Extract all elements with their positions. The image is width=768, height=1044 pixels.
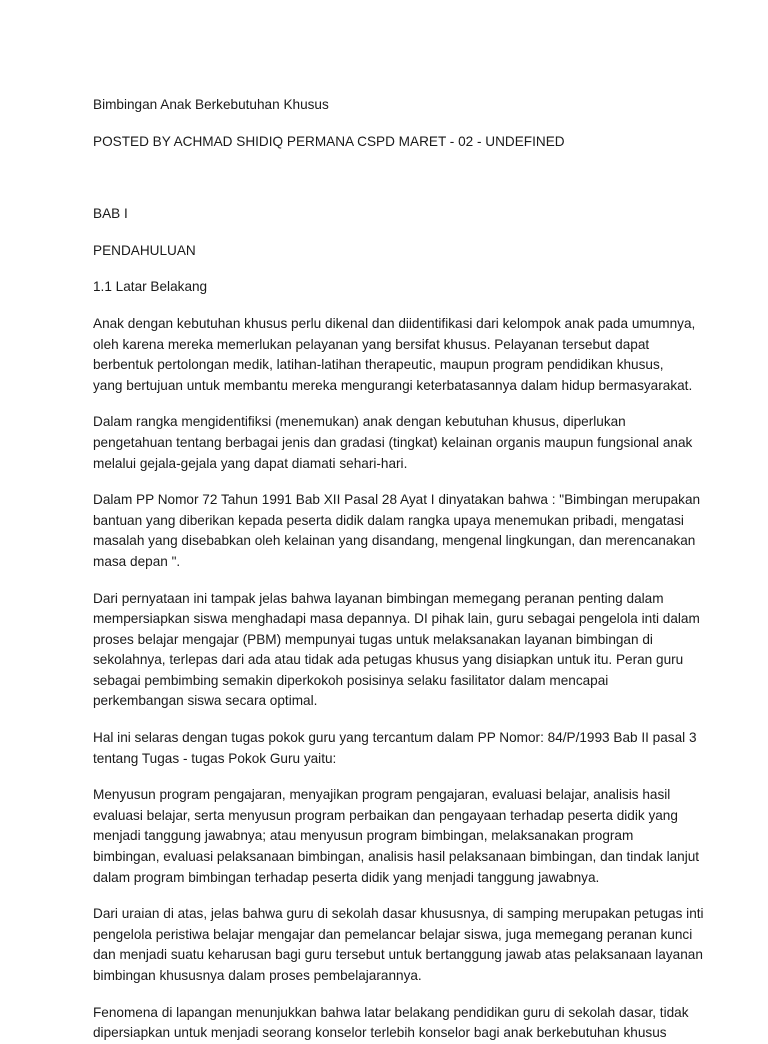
paragraph-line: Dalam rangka mengidentifiksi (menemukan) anak dengan kebutuhan khusus, diperlukan <box>93 414 626 430</box>
paragraph <box>93 412 708 474</box>
paragraph-line: tentang Tugas - tugas Pokok Guru yaitu: <box>93 750 337 766</box>
paragraph-line: bantuan yang diberikan kepada peserta didik dalam rangka upaya menemukan pribadi, mengatasi <box>93 512 684 528</box>
paragraph-line: pengetahuan tentang berbagai jenis dan gradasi (tingkat) kelainan organis maupun fungsional anak <box>93 434 693 450</box>
paragraph-line: pengelola peristiwa belajar mengajar dan pemelancar belajar siswa, juga memegang peranan kunci <box>93 926 693 942</box>
paragraph-line: Dalam PP Nomor 72 Tahun 1991 Bab XII Pasal 28 Ayat I dinyatakan bahwa : "Bimbingan merupakan <box>93 492 701 508</box>
paragraph-line: masalah yang disebabkan oleh kelainan yang disandang, mengenal lingkungan, dan merencanakan <box>93 533 696 549</box>
paragraph <box>93 589 708 713</box>
paragraph-line: evaluasi belajar, serta menyusun program perbaikan dan pengayaan terhadap peserta didik yang <box>93 807 678 823</box>
paragraph <box>93 490 708 572</box>
paragraph-line: dan menjadi suatu keharusan bagi guru tersebut untuk bertanggung jawab atas pelaksanaan layanan <box>93 947 703 963</box>
section-heading: 1.1 Latar Belakang <box>93 279 208 295</box>
paragraph-line: Hal ini selaras dengan tugas pokok guru yang tercantum dalam PP Nomor: 84/P/1993 Bab II pasal 3 <box>93 730 697 746</box>
paragraph-line: dipersiapkan untuk menjadi seorang konselor terlebih konselor bagi anak berkebutuhan khusus <box>93 1025 667 1041</box>
paragraph <box>93 785 708 888</box>
document-title: Bimbingan Anak Berkebutuhan Khusus <box>93 97 329 112</box>
paragraph-line: oleh karena mereka memerlukan pelayanan yang bersifat khusus. Pelayanan tersebut dapat <box>93 336 650 352</box>
posted-by-line: POSTED BY ACHMAD SHIDIQ PERMANA CSPD MARET - 02 - UNDEFINED <box>93 133 565 149</box>
paragraph <box>93 314 708 396</box>
paragraph-line: Dari pernyataan ini tampak jelas bahwa layanan bimbingan memegang peranan penting dalam <box>93 590 664 606</box>
paragraph-line: perkembangan siswa secara optimal. <box>93 693 318 709</box>
paragraph-line: Menyusun program pengajaran, menyajikan program pengajaran, evaluasi belajar, analisis hasil <box>93 787 671 803</box>
paragraph-line: sekolahnya, terlepas dari ada atau tidak ada petugas khusus yang disiapkan untuk itu. Peran guru <box>93 652 684 668</box>
paragraph-line: berbentuk pertolongan medik, latihan-latihan therapeutic, maupun program pendidikan khusus, <box>93 357 664 373</box>
paragraph-line: bimbingan khususnya dalam proses pembelajarannya. <box>93 968 422 983</box>
body-paragraphs <box>93 314 708 1044</box>
paragraph-line: Fenomena di lapangan menunjukkan bahwa latar belakang pendidikan guru di sekolah dasar, tidak <box>93 1004 689 1020</box>
paragraph-line: menjadi tanggung jawabnya; atau menyusun program bimbingan, melaksanakan program <box>93 828 634 844</box>
chapter-title: PENDAHULUAN <box>93 242 196 258</box>
paragraph-line: mempersiapkan siswa menghadapi masa depannya. DI pihak lain, guru sebagai pengelola inti dalam <box>93 611 700 627</box>
spacer <box>93 168 708 204</box>
paragraph <box>93 728 708 769</box>
paragraph-line: bimbingan, evaluasi pelaksanaan bimbingan, analisis hasil pelaksanaan bimbingan, dan tindak lanjut <box>93 849 700 865</box>
paragraph-line: masa depan ". <box>93 553 181 569</box>
chapter-number: BAB I <box>93 206 128 222</box>
paragraph-line: dalam program bimbingan terhadap peserta didik yang menjadi tanggung jawabnya. <box>93 869 600 885</box>
paragraph <box>93 1003 708 1044</box>
paragraph-line: yang bertujuan untuk membantu mereka mengurangi keterbatasannya dalam hidup bermasyarakat. <box>93 377 693 393</box>
paragraph-line: sebagai pembimbing semakin diperkokoh posisinya selaku fasilitator dalam mencapai <box>93 672 609 688</box>
paragraph-line: melalui gejala-gejala yang dapat diamati sehari-hari. <box>93 455 408 471</box>
paragraph <box>93 904 708 986</box>
paragraph-line: proses belajar mengajar (PBM) mempunyai tugas untuk melaksanakan layanan bimbingan di <box>93 631 653 647</box>
paragraph-line: Anak dengan kebutuhan khusus perlu dikenal dan diidentifikasi dari kelompok anak pada umumnya, <box>93 315 696 331</box>
paragraph-line: Dari uraian di atas, jelas bahwa guru di sekolah dasar khususnya, di samping merupakan petugas inti <box>93 906 704 922</box>
